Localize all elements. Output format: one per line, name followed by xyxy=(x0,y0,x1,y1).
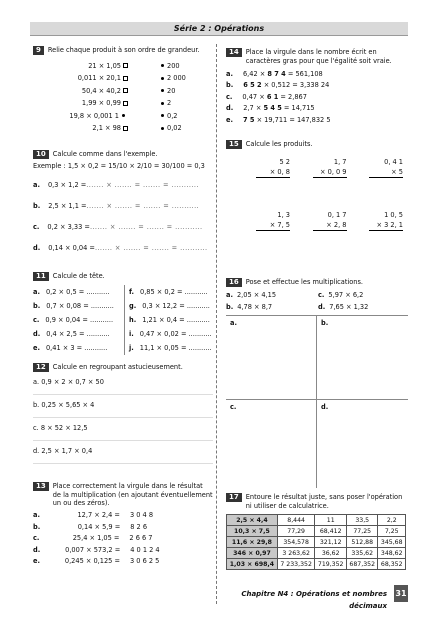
result-digits[interactable]: 3 0 4 8 xyxy=(129,511,154,520)
item-letter: a. xyxy=(33,511,40,520)
product-item xyxy=(33,72,128,85)
calc-expression: 25,4 × 1,05 = xyxy=(72,534,120,543)
exercise-instruction: Place correctement la virgule dans le résultat de la multiplication (en ajoutant éventuellement un ou des zéros). xyxy=(52,482,213,507)
page-number: 31 xyxy=(394,585,408,602)
multiplicand: 1 0, 5 xyxy=(384,210,403,219)
candidate-result[interactable]: 33,5 xyxy=(346,515,378,526)
result-digits[interactable]: 8 2 6 xyxy=(130,522,148,531)
comma-item xyxy=(33,544,213,556)
exercise-11 xyxy=(33,272,213,355)
product-item xyxy=(33,122,128,135)
calc-expression: a. 0,9 × 2 × 0,7 × 50 xyxy=(33,377,104,386)
equation xyxy=(243,103,314,113)
item-letter: c. xyxy=(226,92,233,101)
chapter-footer: Chapitre N4 : Opérations et nombres décimaux xyxy=(241,590,387,610)
exercise-17 xyxy=(226,493,408,570)
answer-blank[interactable]: ....... × ....... = ....... = ........... xyxy=(86,181,199,189)
calc-expression: d. 2,5 × 1,7 × 0,4 xyxy=(33,446,93,455)
mental-calc-item[interactable] xyxy=(33,327,124,341)
mental-calc-item[interactable] xyxy=(129,327,213,341)
multiplier: × 2, 8 xyxy=(313,220,347,231)
candidate-result[interactable]: 3 263,62 xyxy=(277,548,315,559)
bold-number-item xyxy=(226,68,408,80)
item-letter: d. xyxy=(33,545,41,554)
work-area[interactable] xyxy=(226,400,317,488)
exercise-instruction: Place la virgule dans le nombre écrit en caractères gras pour que l'égalité soit vraie. xyxy=(245,48,392,65)
bullet-icon[interactable] xyxy=(161,64,164,67)
equation-prefix: 2,7 × xyxy=(243,104,264,113)
exercise-16 xyxy=(226,278,408,488)
product-item xyxy=(33,97,128,110)
answer-line[interactable] xyxy=(33,417,213,418)
product-text: 50,4 × 40,2 xyxy=(81,86,121,95)
candidate-result[interactable]: 7 233,352 xyxy=(277,559,315,570)
calc-expression: 0,3 × 12,2 = ........... xyxy=(142,301,210,310)
item-letter: e. xyxy=(226,115,233,124)
answer-table xyxy=(226,514,406,570)
work-area-label: c. xyxy=(230,402,237,411)
multiplier: × 5 xyxy=(369,167,403,178)
work-area-label: d. xyxy=(321,402,329,411)
multiplicand: 5 2 xyxy=(279,157,290,166)
candidate-result[interactable]: 77,25 xyxy=(346,526,378,537)
multiplier: × 0, 0 9 xyxy=(313,167,347,178)
exercise-instruction: Pose et effectue les multiplications. xyxy=(245,278,363,286)
product-item xyxy=(33,60,128,73)
equation-prefix: 0,47 × xyxy=(242,92,267,101)
series-title: Série 2 : Opérations xyxy=(173,24,265,33)
exercise-number: 9 xyxy=(33,46,44,55)
equation-suffix: × 19,711 = 147,832 5 xyxy=(254,115,331,124)
magnitude-text: 200 xyxy=(167,61,180,70)
result-digits[interactable]: 4 0 1 2 4 xyxy=(130,545,160,554)
candidate-result[interactable]: 77,29 xyxy=(277,526,315,537)
bullet-icon[interactable] xyxy=(122,114,125,117)
candidate-result[interactable]: 345,68 xyxy=(378,537,406,548)
table-row xyxy=(227,559,406,570)
equation-suffix: = 14,715 xyxy=(281,104,315,113)
calc-row xyxy=(33,217,213,238)
bold-number[interactable]: 6 1 xyxy=(266,92,279,101)
exercise-15 xyxy=(226,140,408,231)
calc-expression: 0,47 × 0,02 = ........... xyxy=(139,329,212,338)
multiplication-item xyxy=(226,289,318,301)
magnitude-item xyxy=(158,72,203,85)
bullet-icon[interactable] xyxy=(161,127,164,130)
equation xyxy=(243,115,331,125)
multiplicand: 1, 7 xyxy=(333,157,347,166)
item-letter: c. xyxy=(33,534,40,543)
answer-blank[interactable]: ....... × ....... = ....... = ........... xyxy=(89,223,203,231)
calc-expression: 0,4 × 2,5 = ........... xyxy=(46,329,110,338)
equation xyxy=(243,80,329,90)
item-letter: a. xyxy=(226,290,233,299)
item-letter: h. xyxy=(129,315,137,324)
multiplier: × 7, 5 xyxy=(256,220,290,231)
candidate-result[interactable]: 8,444 xyxy=(277,515,315,526)
multiplicand: 0, 1 7 xyxy=(327,210,347,219)
comma-item xyxy=(33,556,213,568)
multiplication-setup[interactable] xyxy=(313,157,347,178)
magnitude-text: 0,2 xyxy=(167,111,178,120)
table-row xyxy=(227,526,406,537)
calc-expression: 0,245 × 0,125 = xyxy=(64,557,120,566)
item-letter: j. xyxy=(129,343,134,352)
calc-row xyxy=(33,238,213,259)
work-area-label: a. xyxy=(230,318,237,327)
grouping-item xyxy=(33,401,213,424)
calc-expression: 0,2 × 3,33 = xyxy=(47,223,90,231)
calc-expression: 2,05 × 4,15 xyxy=(236,290,277,299)
work-area[interactable] xyxy=(317,316,408,400)
table-row xyxy=(227,515,406,526)
item-letter: c. xyxy=(33,223,40,231)
bold-number[interactable]: 7 5 xyxy=(242,115,255,124)
work-area[interactable] xyxy=(317,400,408,488)
grouping-item xyxy=(33,424,213,447)
operation-cell: 1,03 × 698,4 xyxy=(227,559,278,570)
calc-expression: 0,3 × 1,2 = xyxy=(47,181,87,189)
exercise-number: 10 xyxy=(33,150,49,159)
multiplicand: 0, 4 1 xyxy=(384,157,403,166)
multiplication-setup[interactable] xyxy=(313,210,347,231)
candidate-result[interactable]: 354,578 xyxy=(277,537,315,548)
candidate-result[interactable]: 321,12 xyxy=(315,537,347,548)
calc-expression: 0,41 × 3 = ........... xyxy=(45,343,108,352)
item-letter: b. xyxy=(33,301,41,310)
multiplicand: 1, 3 xyxy=(277,210,290,219)
magnitude-text: 2 xyxy=(167,99,172,107)
mental-calc-item[interactable] xyxy=(33,313,124,327)
calc-expression: 0,14 × 5,9 = xyxy=(77,522,121,531)
magnitude-item xyxy=(158,85,203,98)
candidate-result[interactable]: 11 xyxy=(315,515,347,526)
item-letter: a. xyxy=(33,181,40,189)
exercise-instruction: Relie chaque produit à son ordre de grandeur. xyxy=(47,46,200,54)
calc-expression: 0,007 × 573,2 = xyxy=(65,545,121,554)
work-area[interactable] xyxy=(226,316,317,400)
mental-calc-item[interactable] xyxy=(33,285,124,299)
product-text: 1,99 × 0,99 xyxy=(81,99,121,107)
magnitude-text: 2 000 xyxy=(167,74,186,82)
multiplication-setup[interactable] xyxy=(256,210,290,231)
item-letter: e. xyxy=(33,557,40,566)
exercise-number: 15 xyxy=(226,140,242,149)
calc-expression: 0,7 × 0,08 = ........... xyxy=(46,301,114,310)
bullet-icon[interactable] xyxy=(161,114,164,117)
calc-expression: c. 8 × 52 × 12,5 xyxy=(33,423,88,432)
exercise-13 xyxy=(33,482,213,567)
result-digits[interactable]: 2 6 6 7 xyxy=(129,534,153,543)
item-letter: b. xyxy=(226,302,234,311)
product-text: 19,8 × 0,001 1 xyxy=(69,111,119,120)
answer-line[interactable] xyxy=(33,463,213,464)
bold-number[interactable]: 5 4 5 xyxy=(263,104,282,113)
calc-expression: b. 0,25 × 5,65 × 4 xyxy=(33,400,95,409)
exercise-instruction: Calcule en regroupant astucieusement. xyxy=(52,363,183,371)
multiplication-setup[interactable] xyxy=(369,157,403,178)
magnitude-item xyxy=(158,122,203,135)
calc-expression: 4,78 × 8,7 xyxy=(237,302,273,311)
example-line: Exemple : 1,5 × 0,2 = 15/10 × 2/10 = 30/100 = 0,3 xyxy=(33,161,205,170)
answer-line[interactable] xyxy=(33,440,213,441)
grouping-item xyxy=(33,378,213,401)
product-text: 0,011 × 20,1 xyxy=(77,74,121,82)
calc-expression: 0,9 × 0,04 = ........... xyxy=(45,315,114,324)
candidate-result[interactable]: 36,62 xyxy=(315,548,347,559)
multiplier: × 3 2, 1 xyxy=(369,220,403,231)
equation-suffix: = 2,867 xyxy=(278,92,307,101)
equation-prefix: 6,42 × xyxy=(242,69,268,78)
item-letter: b. xyxy=(33,202,41,210)
answer-blank[interactable]: ....... × ....... = ....... = ........... xyxy=(94,244,208,252)
exercise-number: 12 xyxy=(33,363,49,372)
comma-item xyxy=(33,521,213,533)
multiplication-item xyxy=(318,289,408,301)
equation-suffix: × 0,512 = 3,338 24 xyxy=(261,81,330,90)
exercise-number: 14 xyxy=(226,48,242,57)
mental-calc-item[interactable] xyxy=(33,299,124,313)
calc-expression: 12,7 × 2,4 = xyxy=(77,511,120,520)
multiplication-item xyxy=(226,301,318,313)
magnitude-text: 20 xyxy=(167,86,176,95)
comma-item xyxy=(33,533,213,545)
exercise-number: 13 xyxy=(33,482,49,491)
exercise-10 xyxy=(33,150,213,259)
product-text: 21 × 1,05 xyxy=(88,61,121,70)
bold-number-item xyxy=(226,103,408,115)
item-letter: d. xyxy=(226,104,234,113)
bold-number[interactable]: 6 5 2 xyxy=(243,81,262,90)
candidate-result[interactable]: 335,62 xyxy=(346,548,378,559)
item-letter: e. xyxy=(33,343,40,352)
candidate-result[interactable]: 7,25 xyxy=(378,526,406,537)
magnitude-item xyxy=(158,60,203,73)
candidate-result[interactable]: 687,352 xyxy=(346,559,378,570)
candidate-result[interactable]: 68,352 xyxy=(378,559,406,570)
exercise-9 xyxy=(33,46,213,135)
operation-cell: 11,6 × 29,8 xyxy=(227,537,278,548)
table-row xyxy=(227,548,406,559)
result-digits[interactable]: 3 0 6 2 5 xyxy=(129,557,160,566)
product-item xyxy=(33,85,128,98)
bold-number[interactable]: 8 7 4 xyxy=(267,69,286,78)
grouping-item xyxy=(33,447,213,470)
equation-suffix: = 561,108 xyxy=(285,69,323,78)
equation xyxy=(243,69,323,79)
calc-expression: 11,1 × 0,05 = ........... xyxy=(139,343,212,352)
bullet-icon[interactable] xyxy=(161,89,164,92)
item-letter: b. xyxy=(226,81,234,90)
product-text: 2,1 × 98 xyxy=(92,124,121,132)
item-letter: c. xyxy=(318,290,325,299)
magnitude-item xyxy=(158,97,203,110)
bold-number-item xyxy=(226,80,408,92)
operation-cell: 10,3 × 7,5 xyxy=(227,526,278,537)
product-item xyxy=(33,110,128,123)
item-letter: a. xyxy=(33,287,40,296)
bullet-icon[interactable] xyxy=(161,77,164,80)
answer-line[interactable] xyxy=(33,394,213,395)
exercise-instruction: Entoure le résultat juste, sans poser l'opération ni utiliser de calculatrice. xyxy=(245,493,403,510)
calc-expression: 1,21 × 0,4 = ........... xyxy=(142,315,210,324)
candidate-result[interactable]: 719,352 xyxy=(315,559,347,570)
calc-expression: 0,14 × 0,04 = xyxy=(48,244,95,252)
calc-row xyxy=(33,175,213,196)
calc-expression: 2,5 × 1,1 = xyxy=(48,202,87,210)
mental-calc-item[interactable] xyxy=(129,299,213,313)
item-letter: d. xyxy=(318,302,326,311)
item-letter: d. xyxy=(33,244,41,252)
operation-cell: 2,5 × 4,4 xyxy=(227,515,278,526)
item-letter: b. xyxy=(33,522,41,531)
calc-expression: 5,97 × 6,2 xyxy=(328,290,364,299)
magnitude-text: 0,02 xyxy=(167,124,182,132)
exercise-instruction: Calcule les produits. xyxy=(245,140,313,148)
multiplication-setup[interactable] xyxy=(256,157,290,178)
operation-cell: 346 × 0,97 xyxy=(227,548,278,559)
work-area-label: b. xyxy=(321,318,329,327)
bold-number-item xyxy=(226,114,408,126)
candidate-result[interactable]: 68,412 xyxy=(315,526,347,537)
item-letter: a. xyxy=(226,69,233,78)
calc-expression: 0,85 × 0,2 = ........... xyxy=(140,287,208,296)
exercise-number: 11 xyxy=(33,272,49,281)
magnitude-item xyxy=(158,110,203,123)
item-letter: g. xyxy=(129,301,137,310)
candidate-result[interactable]: 2,2 xyxy=(378,515,406,526)
table-row xyxy=(227,537,406,548)
column-divider xyxy=(216,44,217,604)
candidate-result[interactable]: 512,88 xyxy=(346,537,378,548)
equation xyxy=(242,92,306,102)
item-letter: i. xyxy=(129,329,134,338)
series-title-bar xyxy=(30,22,408,36)
exercise-number: 16 xyxy=(226,278,242,287)
calc-expression: 0,2 × 0,5 = ........... xyxy=(45,287,110,296)
exercise-instruction: Calcule comme dans l'exemple. xyxy=(52,150,158,158)
item-letter: d. xyxy=(33,329,41,338)
exercise-instruction: Calcule de tête. xyxy=(52,272,105,280)
multiplier: × 0, 8 xyxy=(256,167,290,178)
bullet-icon[interactable] xyxy=(161,102,164,105)
bold-number-item xyxy=(226,91,408,103)
mental-calc-item[interactable] xyxy=(129,341,213,355)
item-letter: f. xyxy=(129,287,135,296)
exercise-12 xyxy=(33,363,213,470)
calc-row xyxy=(33,196,213,217)
multiplication-setup[interactable] xyxy=(369,210,403,231)
candidate-result[interactable]: 348,62 xyxy=(378,548,406,559)
answer-blank[interactable]: ....... × ....... = ....... = ........... xyxy=(86,202,200,210)
calc-expression: 7,65 × 1,32 xyxy=(329,302,369,311)
exercise-number: 17 xyxy=(226,493,242,502)
comma-item xyxy=(33,510,213,522)
multiplication-item xyxy=(318,301,408,313)
mental-calc-item[interactable] xyxy=(129,313,213,327)
mental-calc-item[interactable] xyxy=(33,341,124,355)
item-letter: c. xyxy=(33,315,40,324)
mental-calc-item[interactable] xyxy=(129,285,213,299)
exercise-14 xyxy=(226,48,408,126)
